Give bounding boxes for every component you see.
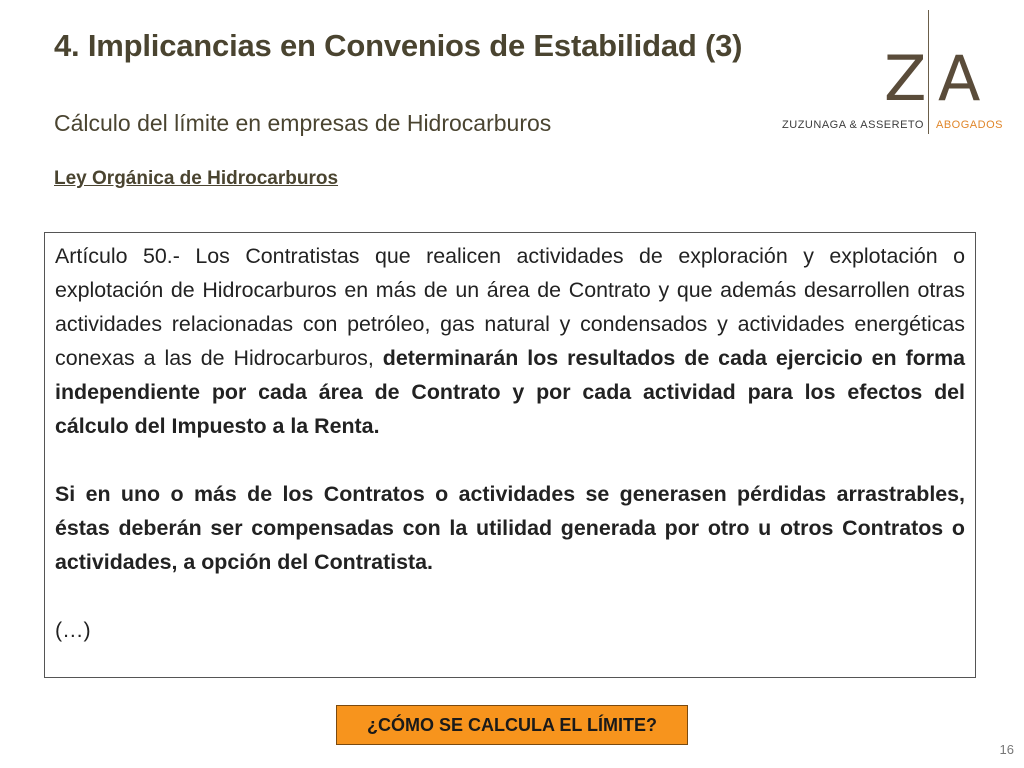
article-paragraph-3: (…) [55, 618, 91, 642]
logo-firm-name: ZUZUNAGA & ASSERETO [782, 119, 924, 131]
slide-title: 4. Implicancias en Convenios de Estabilidad (3) [54, 28, 743, 63]
logo-letter-a: A [938, 42, 981, 115]
logo-letter-z: Z [884, 42, 927, 115]
article-paragraph-1-bold: determinarán los resultados de cada ejercicio en forma independiente por cada área de Contrato y por cada actividad para los efectos del cálculo del Impuesto a la Renta. [55, 346, 965, 438]
logo-firm-type: ABOGADOS [936, 119, 1003, 131]
how-is-limit-calculated-button[interactable]: ¿CÓMO SE CALCULA EL LÍMITE? [336, 705, 688, 745]
firm-logo [760, 10, 1010, 140]
logo-divider [928, 10, 929, 134]
article-paragraph-2 [55, 477, 965, 579]
article-paragraph-1-plain: Artículo 50.- Los Contratistas que realicen actividades de exploración y explotación o explotación de Hidrocarburos en más de un área de Contrato y que además desarrollen otras actividades relacionadas con petróleo, gas natural y condensados y actividades energéticas conexas a las de Hidrocarburos, [55, 244, 965, 370]
page-number: 16 [999, 742, 1014, 757]
article-text-box [44, 232, 976, 678]
slide-subtitle: Cálculo del límite en empresas de Hidrocarburos [54, 110, 552, 136]
article-paragraph-2-bold: Si en uno o más de los Contratos o actividades se generasen pérdidas arrastrables, éstas deberán ser compensadas con la utilidad generada por otro u otros Contratos o actividades, a opción del Contratista. [55, 482, 965, 574]
law-name-heading: Ley Orgánica de Hidrocarburos [54, 168, 339, 189]
article-paragraph-1 [55, 239, 965, 443]
